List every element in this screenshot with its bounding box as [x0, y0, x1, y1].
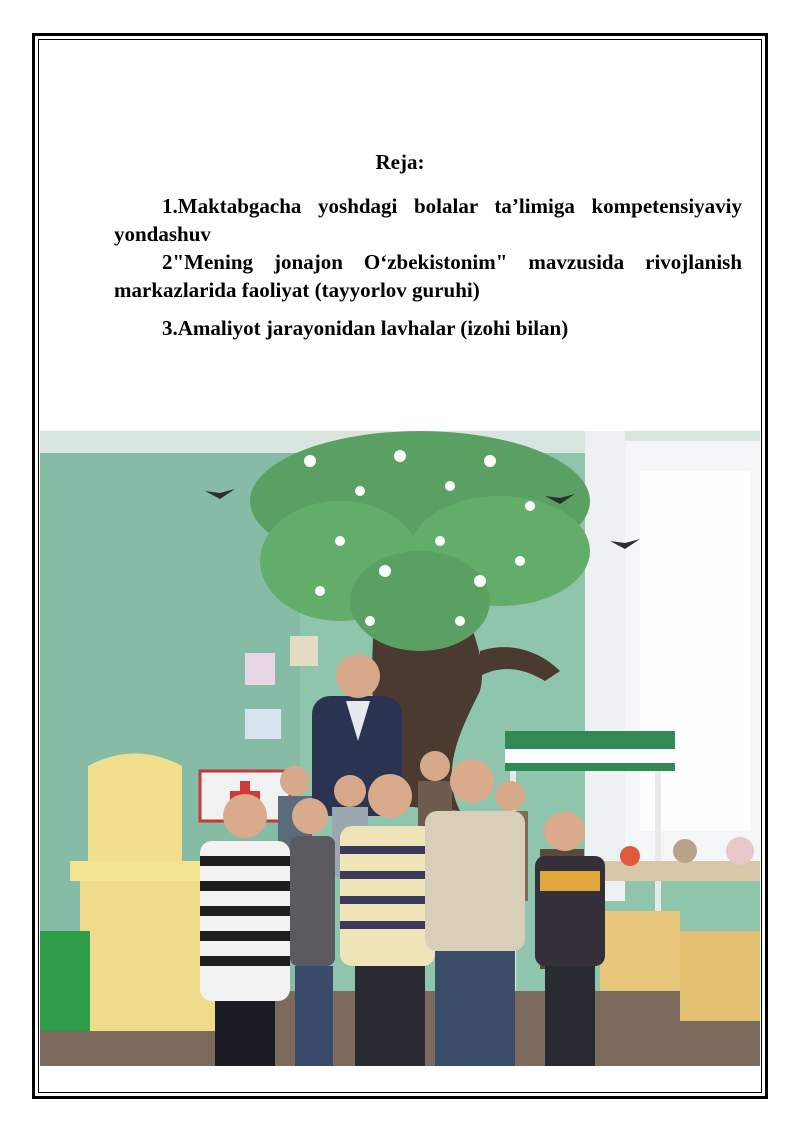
- plan-title: Reja:: [375, 150, 425, 174]
- plan-list: [114, 192, 742, 342]
- plan-item-2: 2"Mening jonajon O‘zbekistonim" mavzusida rivojlanish markazlarida faoliyat (tayyorlov guruhi): [114, 250, 742, 302]
- plan-item-1: 1.Maktabgacha yoshdagi bolalar ta’limiga kompetensiyaviy yondashuv: [114, 194, 742, 246]
- plan-item-3: 3.Amaliyot jarayonidan lavhalar (izohi bilan): [162, 316, 569, 340]
- classroom-photo: [40, 431, 760, 1066]
